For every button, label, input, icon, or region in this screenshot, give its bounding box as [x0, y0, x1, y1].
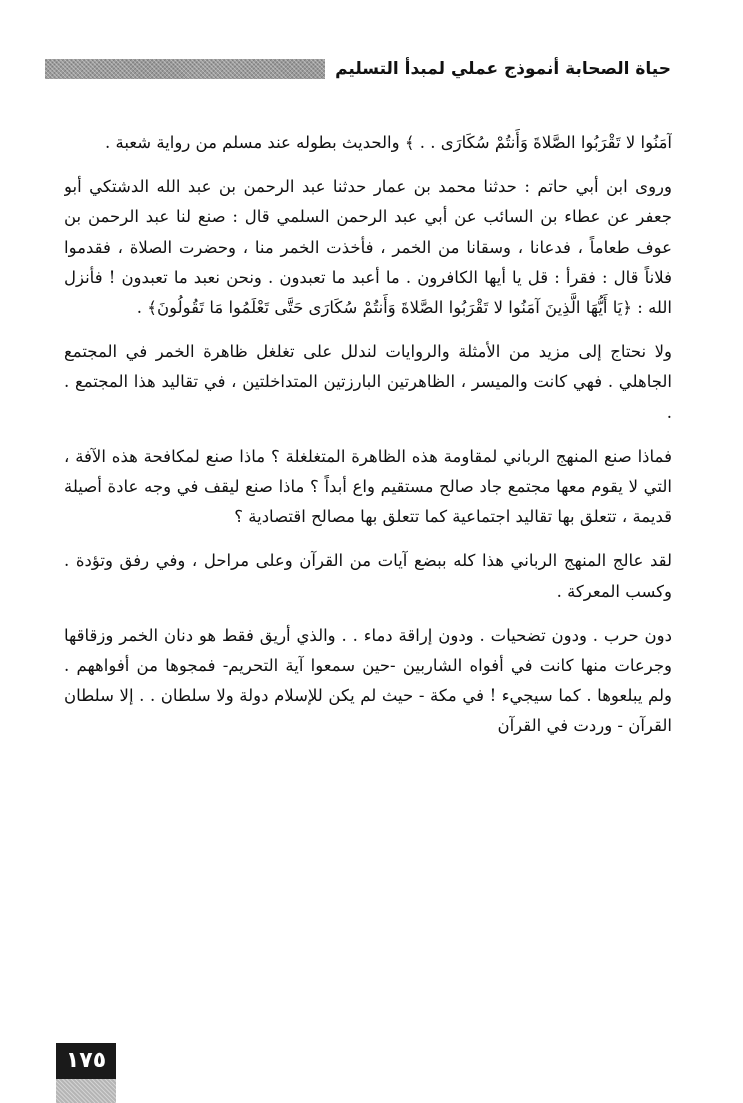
paragraph-hadith-narration: وروى ابن أبي حاتم : حدثنا محمد بن عمار حدثنا عبد الرحمن بن عبد الله الدشتكي أبو جعفر عن عطاء بن السائب عن أبي عبد الرحمن السلمي قال : صنع لنا عبد الرحمن بن عوف طعاماً ، فدعانا ، وسقانا من الخمر ، فأخذت الخمر منا ، وحضرت الصلاة ، فقدموا فلاناً قال : فقرأ : قل يا أيها الكافرون . ما أعبد ما تعبدون . ونحن نعبد ما تعبدون ! فأنزل الله : ﴿يَا أَيُّهَا الَّذِينَ آمَنُوا لا تَقْرَبُوا الصَّلاةَ وَأَنتُمْ سُكَارَى حَتَّى تَعْلَمُوا مَا تَقُولُونَ﴾ .: [64, 177, 672, 318]
page-number: ١٧٥: [56, 1043, 116, 1079]
running-header: [45, 52, 671, 86]
header-decorative-bar: [45, 59, 325, 79]
running-title: حياة الصحابة أنموذج عملي لمبدأ التسليم: [335, 59, 671, 79]
paragraph-rabbani-method-question: فماذا صنع المنهج الرباني لمقاومة هذه الظاهرة المتغلغلة ؟ ماذا صنع لمكافحة هذه الآفة ، التي لا يقوم معها مجتمع جاد صالح مستقيم واع أبداً ؟ ماذا صنع ليقف في وجه عادة أصيلة قديمة ، تتعلق بها تقاليد اجتماعية كما تتعلق بها مصالح اقتصادية ؟: [64, 446, 672, 527]
paragraph-quran-citation: آمَنُوا لا تَقْرَبُوا الصَّلاةَ وَأَنتُمْ سُكَارَى . . ﴾ والحديث بطوله عند مسلم من رواية شعبة .: [104, 133, 672, 152]
page-body: [64, 128, 672, 1008]
page-number-decorative-strip: [56, 1079, 116, 1103]
paragraph-jahili-society: ولا نحتاج إلى مزيد من الأمثلة والروايات لندلل على تغلغل ظاهرة الخمر في المجتمع الجاهلي . فهي كانت والميسر ، الظاهرتين البارزتين المتداخلتين ، في تقاليد هذا المجتمع . .: [64, 342, 672, 422]
paragraph-no-war: دون حرب . ودون تضحيات . ودون إراقة دماء . . والذي أريق فقط هو دنان الخمر وزقاقها وجرعات منها كانت في أفواه الشاربين -حين سمعوا آية التحريم- فمجوها من أفواههم . ولم يبلعوها . كما سيجيء ! في مكة - حيث لم يكن للإسلام دولة ولا سلطان . . إلا سلطان القرآن - وردت في القرآن: [64, 625, 672, 736]
paragraph-gradual-treatment: لقد عالج المنهج الرباني هذا كله ببضع آيات من القرآن وعلى مراحل ، وفي رفق وتؤدة . وكسب المعركة .: [64, 551, 672, 601]
